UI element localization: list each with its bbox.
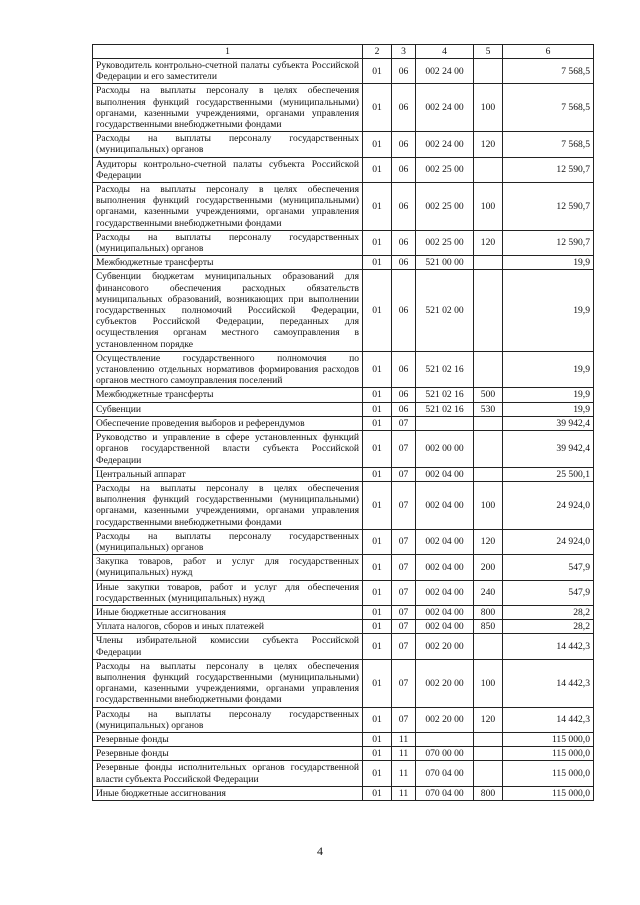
cell-name: Резервные фонды	[93, 747, 363, 761]
cell-name: Осуществление государственного полномочия по установлению отдельных нормативов формирования расходов органов местного самоуправления поселений	[93, 351, 363, 388]
cell-name: Субвенции бюджетам муниципальных образований для финансового обеспечения расходных обязательств муниципальных образований, возникающих при выполнении государственных полномочий Российской Федерации, субъектов Российской Федерации, переданных для осуществления органам местного самоуправления в установленном порядке	[93, 270, 363, 351]
table-row	[93, 183, 594, 231]
cell-csr: 002 24 00	[416, 132, 474, 157]
cell-sum: 12 590,7	[503, 157, 594, 182]
cell-pr: 07	[392, 416, 416, 430]
cell-vr	[474, 634, 503, 659]
cell-vr	[474, 747, 503, 761]
cell-csr: 002 24 00	[416, 84, 474, 132]
cell-vr	[474, 59, 503, 84]
cell-pr: 06	[392, 132, 416, 157]
cell-pr: 06	[392, 270, 416, 351]
table-row	[93, 481, 594, 529]
cell-name: Члены избирательной комиссии субъекта Российской Федерации	[93, 634, 363, 659]
table-row	[93, 761, 594, 786]
cell-pr: 06	[392, 351, 416, 388]
cell-sum: 24 924,0	[503, 481, 594, 529]
cell-vr: 850	[474, 620, 503, 634]
cell-vr: 200	[474, 555, 503, 580]
cell-pr: 06	[392, 84, 416, 132]
cell-rz: 01	[363, 659, 392, 707]
cell-sum: 14 442,3	[503, 707, 594, 732]
cell-rz: 01	[363, 786, 392, 800]
cell-name: Расходы на выплаты персоналу в целях обеспечения выполнения функций государственными (муниципальными) органами, казенными учреждениями, органами управления государственными внебюджетными фондами	[93, 84, 363, 132]
cell-csr: 002 24 00	[416, 59, 474, 84]
cell-vr	[474, 431, 503, 468]
cell-rz: 01	[363, 183, 392, 231]
cell-vr: 100	[474, 659, 503, 707]
cell-pr: 07	[392, 481, 416, 529]
cell-csr: 002 04 00	[416, 529, 474, 554]
table-row	[93, 620, 594, 634]
cell-vr: 100	[474, 183, 503, 231]
cell-csr: 002 20 00	[416, 707, 474, 732]
cell-name: Расходы на выплаты персоналу в целях обеспечения выполнения функций государственными (муниципальными) органами, казенными учреждениями, органами управления государственными внебюджетными фондами	[93, 183, 363, 231]
cell-csr	[416, 732, 474, 746]
cell-pr: 07	[392, 555, 416, 580]
cell-csr: 002 04 00	[416, 620, 474, 634]
table-row	[93, 786, 594, 800]
cell-pr: 07	[392, 467, 416, 481]
cell-sum: 19,9	[503, 402, 594, 416]
cell-vr	[474, 732, 503, 746]
cell-vr: 500	[474, 388, 503, 402]
cell-csr: 521 02 16	[416, 402, 474, 416]
cell-sum: 7 568,5	[503, 59, 594, 84]
header-cell: 4	[416, 45, 474, 59]
table-row	[93, 59, 594, 84]
cell-sum: 19,9	[503, 256, 594, 270]
cell-pr: 11	[392, 732, 416, 746]
cell-sum: 19,9	[503, 351, 594, 388]
cell-pr: 11	[392, 747, 416, 761]
cell-pr: 07	[392, 431, 416, 468]
cell-csr: 070 04 00	[416, 761, 474, 786]
cell-pr: 07	[392, 620, 416, 634]
cell-vr	[474, 761, 503, 786]
cell-pr: 06	[392, 388, 416, 402]
header-cell: 1	[93, 45, 363, 59]
cell-name: Обеспечение проведения выборов и референдумов	[93, 416, 363, 430]
cell-pr: 11	[392, 761, 416, 786]
cell-pr: 07	[392, 634, 416, 659]
cell-rz: 01	[363, 605, 392, 619]
cell-pr: 07	[392, 580, 416, 605]
cell-rz: 01	[363, 481, 392, 529]
cell-pr: 11	[392, 786, 416, 800]
cell-rz: 01	[363, 529, 392, 554]
table-row	[93, 634, 594, 659]
cell-rz: 01	[363, 256, 392, 270]
cell-pr: 07	[392, 605, 416, 619]
cell-pr: 06	[392, 59, 416, 84]
cell-vr: 800	[474, 605, 503, 619]
cell-rz: 01	[363, 270, 392, 351]
budget-table	[92, 44, 594, 801]
cell-pr: 06	[392, 157, 416, 182]
cell-sum: 547,9	[503, 555, 594, 580]
cell-rz: 01	[363, 732, 392, 746]
cell-sum: 28,2	[503, 620, 594, 634]
cell-pr: 06	[392, 230, 416, 255]
table-row	[93, 416, 594, 430]
cell-name: Расходы на выплаты персоналу государственных (муниципальных) органов	[93, 707, 363, 732]
cell-sum: 7 568,5	[503, 84, 594, 132]
header-cell: 5	[474, 45, 503, 59]
cell-csr: 002 20 00	[416, 659, 474, 707]
cell-sum: 19,9	[503, 270, 594, 351]
cell-rz: 01	[363, 388, 392, 402]
table-row	[93, 605, 594, 619]
table-row	[93, 580, 594, 605]
header-cell: 3	[392, 45, 416, 59]
cell-name: Расходы на выплаты персоналу в целях обеспечения выполнения функций государственными (муниципальными) органами, казенными учреждениями, органами управления государственными внебюджетными фондами	[93, 659, 363, 707]
cell-vr	[474, 416, 503, 430]
table-row	[93, 431, 594, 468]
cell-vr: 120	[474, 132, 503, 157]
table-row	[93, 402, 594, 416]
cell-sum: 547,9	[503, 580, 594, 605]
cell-sum: 14 442,3	[503, 659, 594, 707]
cell-csr: 002 25 00	[416, 230, 474, 255]
table-row	[93, 256, 594, 270]
cell-name: Иные бюджетные ассигнования	[93, 786, 363, 800]
cell-rz: 01	[363, 555, 392, 580]
table-row	[93, 230, 594, 255]
table-row	[93, 707, 594, 732]
cell-name: Резервные фонды	[93, 732, 363, 746]
cell-sum: 12 590,7	[503, 183, 594, 231]
cell-sum: 19,9	[503, 388, 594, 402]
cell-csr: 070 00 00	[416, 747, 474, 761]
cell-rz: 01	[363, 402, 392, 416]
cell-name: Закупка товаров, работ и услуг для государственных (муниципальных) нужд	[93, 555, 363, 580]
table-row	[93, 732, 594, 746]
cell-vr: 800	[474, 786, 503, 800]
table-row	[93, 132, 594, 157]
cell-name: Руководство и управление в сфере установленных функций органов государственной власти субъекта Российской Федерации	[93, 431, 363, 468]
cell-pr: 06	[392, 256, 416, 270]
cell-name: Центральный аппарат	[93, 467, 363, 481]
table-row	[93, 351, 594, 388]
cell-pr: 07	[392, 659, 416, 707]
cell-sum: 25 500,1	[503, 467, 594, 481]
cell-name: Уплата налогов, сборов и иных платежей	[93, 620, 363, 634]
cell-pr: 07	[392, 529, 416, 554]
cell-sum: 7 568,5	[503, 132, 594, 157]
cell-csr: 002 25 00	[416, 183, 474, 231]
cell-vr: 120	[474, 707, 503, 732]
table-row	[93, 84, 594, 132]
cell-csr: 521 02 00	[416, 270, 474, 351]
cell-name: Расходы на выплаты персоналу государственных (муниципальных) органов	[93, 132, 363, 157]
cell-name: Иные закупки товаров, работ и услуг для обеспечения государственных (муниципальных) нужд	[93, 580, 363, 605]
cell-rz: 01	[363, 351, 392, 388]
cell-vr	[474, 256, 503, 270]
cell-vr	[474, 351, 503, 388]
cell-csr: 002 04 00	[416, 555, 474, 580]
cell-sum: 39 942,4	[503, 431, 594, 468]
cell-name: Руководитель контрольно-счетной палаты субъекта Российской Федерации и его заместители	[93, 59, 363, 84]
cell-sum: 115 000,0	[503, 761, 594, 786]
cell-rz: 01	[363, 230, 392, 255]
cell-vr: 120	[474, 529, 503, 554]
cell-csr: 002 04 00	[416, 467, 474, 481]
cell-name: Субвенции	[93, 402, 363, 416]
header-cell: 2	[363, 45, 392, 59]
table-row	[93, 270, 594, 351]
cell-name: Межбюджетные трансферты	[93, 388, 363, 402]
cell-csr: 002 00 00	[416, 431, 474, 468]
cell-sum: 115 000,0	[503, 786, 594, 800]
cell-csr: 521 02 16	[416, 351, 474, 388]
cell-csr: 002 25 00	[416, 157, 474, 182]
cell-vr	[474, 467, 503, 481]
cell-vr	[474, 270, 503, 351]
cell-rz: 01	[363, 416, 392, 430]
cell-vr: 530	[474, 402, 503, 416]
cell-rz: 01	[363, 467, 392, 481]
cell-sum: 115 000,0	[503, 747, 594, 761]
cell-name: Расходы на выплаты персоналу государственных (муниципальных) органов	[93, 230, 363, 255]
cell-sum: 12 590,7	[503, 230, 594, 255]
cell-csr: 002 20 00	[416, 634, 474, 659]
header-row	[93, 45, 594, 59]
cell-name: Резервные фонды исполнительных органов государственной власти субъекта Российской Федерации	[93, 761, 363, 786]
table-row	[93, 157, 594, 182]
cell-vr: 120	[474, 230, 503, 255]
cell-csr: 521 02 16	[416, 388, 474, 402]
cell-rz: 01	[363, 59, 392, 84]
cell-vr: 100	[474, 84, 503, 132]
cell-csr: 070 04 00	[416, 786, 474, 800]
cell-csr: 521 00 00	[416, 256, 474, 270]
cell-csr	[416, 416, 474, 430]
cell-csr: 002 04 00	[416, 481, 474, 529]
cell-pr: 07	[392, 707, 416, 732]
cell-csr: 002 04 00	[416, 580, 474, 605]
table-row	[93, 747, 594, 761]
cell-rz: 01	[363, 634, 392, 659]
header-cell: 6	[503, 45, 594, 59]
cell-rz: 01	[363, 761, 392, 786]
cell-rz: 01	[363, 747, 392, 761]
cell-name: Иные бюджетные ассигнования	[93, 605, 363, 619]
cell-vr: 100	[474, 481, 503, 529]
cell-name: Аудиторы контрольно-счетной палаты субъекта Российской Федерации	[93, 157, 363, 182]
cell-vr	[474, 157, 503, 182]
cell-vr: 240	[474, 580, 503, 605]
table-row	[93, 388, 594, 402]
cell-rz: 01	[363, 707, 392, 732]
table-row	[93, 659, 594, 707]
cell-pr: 06	[392, 402, 416, 416]
cell-rz: 01	[363, 620, 392, 634]
cell-rz: 01	[363, 84, 392, 132]
cell-name: Расходы на выплаты персоналу государственных (муниципальных) органов	[93, 529, 363, 554]
cell-sum: 24 924,0	[503, 529, 594, 554]
cell-sum: 14 442,3	[503, 634, 594, 659]
cell-name: Расходы на выплаты персоналу в целях обеспечения выполнения функций государственными (муниципальными) органами, казенными учреждениями, органами управления государственными внебюджетными фондами	[93, 481, 363, 529]
cell-rz: 01	[363, 132, 392, 157]
cell-sum: 39 942,4	[503, 416, 594, 430]
table-row	[93, 529, 594, 554]
cell-name: Межбюджетные трансферты	[93, 256, 363, 270]
page-number: 4	[317, 844, 323, 858]
table-row	[93, 555, 594, 580]
table-row	[93, 467, 594, 481]
cell-csr: 002 04 00	[416, 605, 474, 619]
cell-rz: 01	[363, 157, 392, 182]
cell-pr: 06	[392, 183, 416, 231]
cell-rz: 01	[363, 580, 392, 605]
cell-sum: 115 000,0	[503, 732, 594, 746]
cell-sum: 28,2	[503, 605, 594, 619]
cell-rz: 01	[363, 431, 392, 468]
